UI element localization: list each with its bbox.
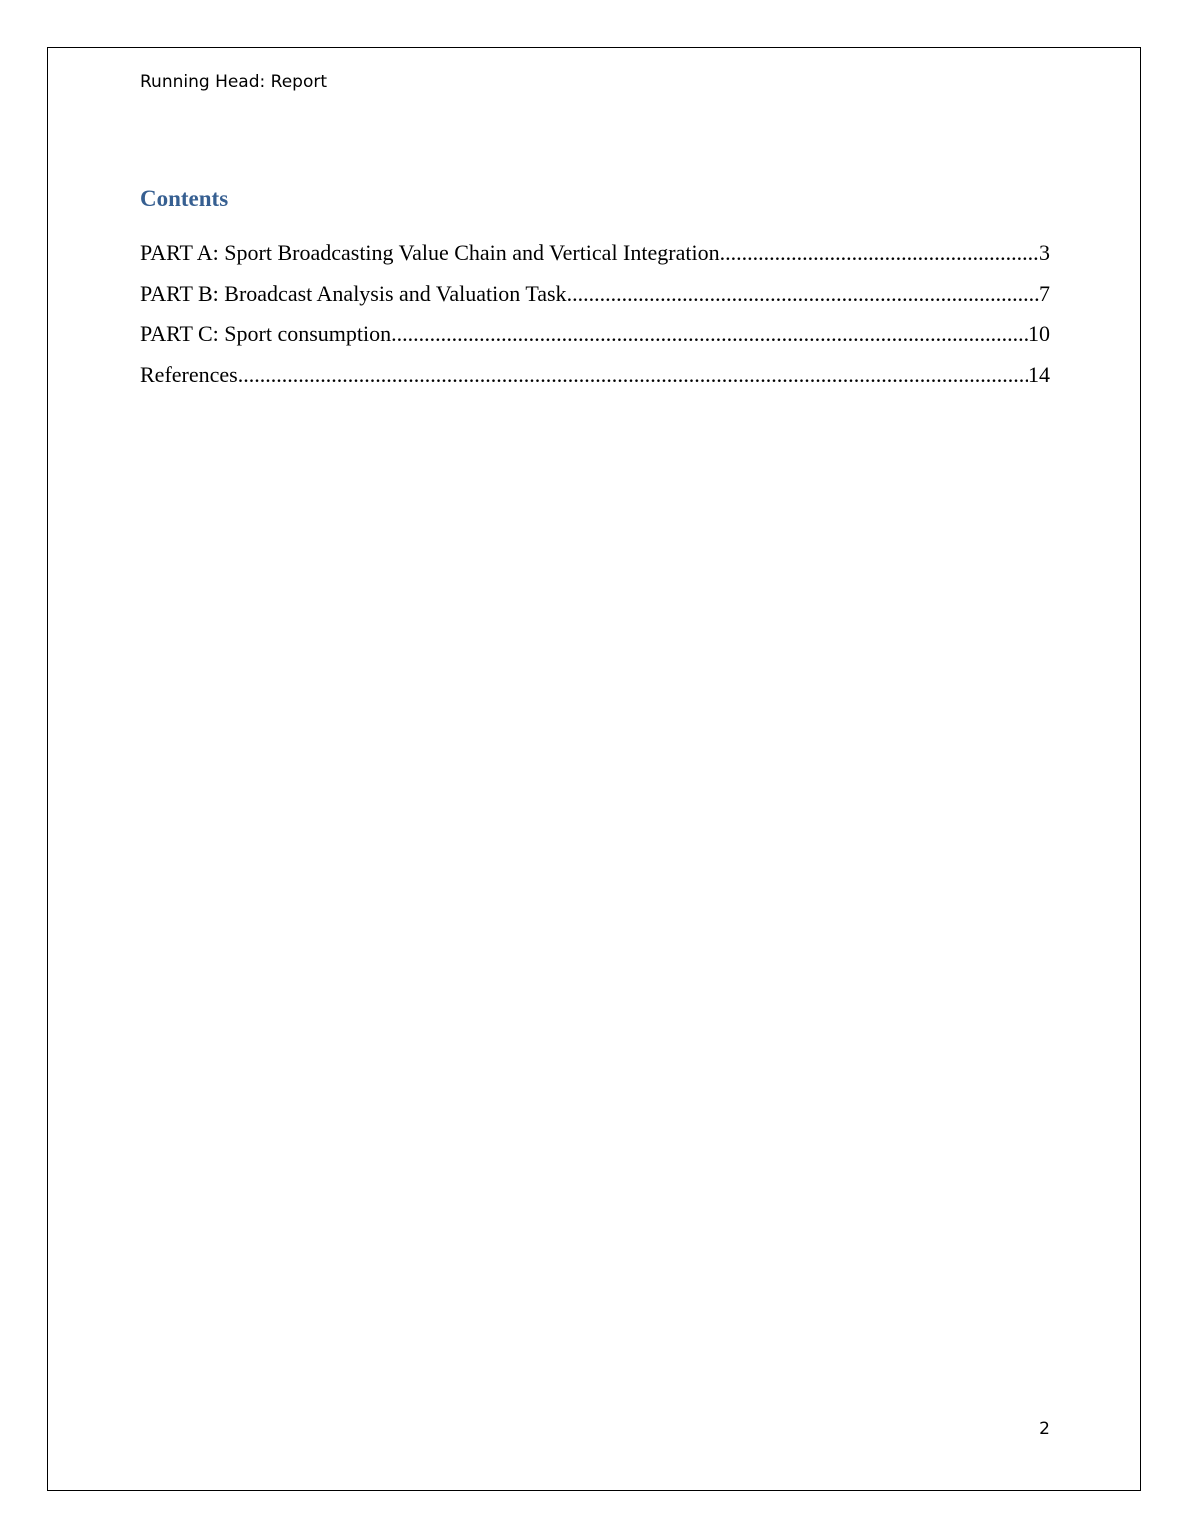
toc-entry-part-c[interactable] (140, 321, 1050, 362)
toc-dot-leader (720, 240, 1039, 266)
page-number: 2 (1039, 1419, 1050, 1439)
toc-dot-leader (238, 362, 1028, 388)
toc-entry-part-a[interactable] (140, 240, 1050, 281)
toc-entry-title: References (140, 361, 238, 387)
toc-heading: Contents (140, 186, 229, 211)
toc-entry-page: 10 (1028, 321, 1050, 346)
toc-dot-leader (391, 321, 1028, 347)
toc-entry-title: PART C: Sport consumption (140, 321, 392, 346)
running-head: Running Head: Report (140, 72, 327, 92)
toc-dot-leader (567, 281, 1039, 307)
toc-entry-part-b[interactable] (140, 281, 1050, 322)
table-of-contents (140, 240, 1050, 402)
toc-entry-references[interactable] (140, 362, 1050, 403)
toc-entry-page: 14 (1028, 361, 1050, 387)
toc-entry-title: PART A: Sport Broadcasting Value Chain and Vertical Integration (140, 240, 720, 265)
toc-entry-page: 3 (1039, 240, 1050, 265)
toc-entry-page: 7 (1039, 280, 1050, 306)
toc-entry-title: PART B: Broadcast Analysis and Valuation Task (140, 280, 567, 306)
